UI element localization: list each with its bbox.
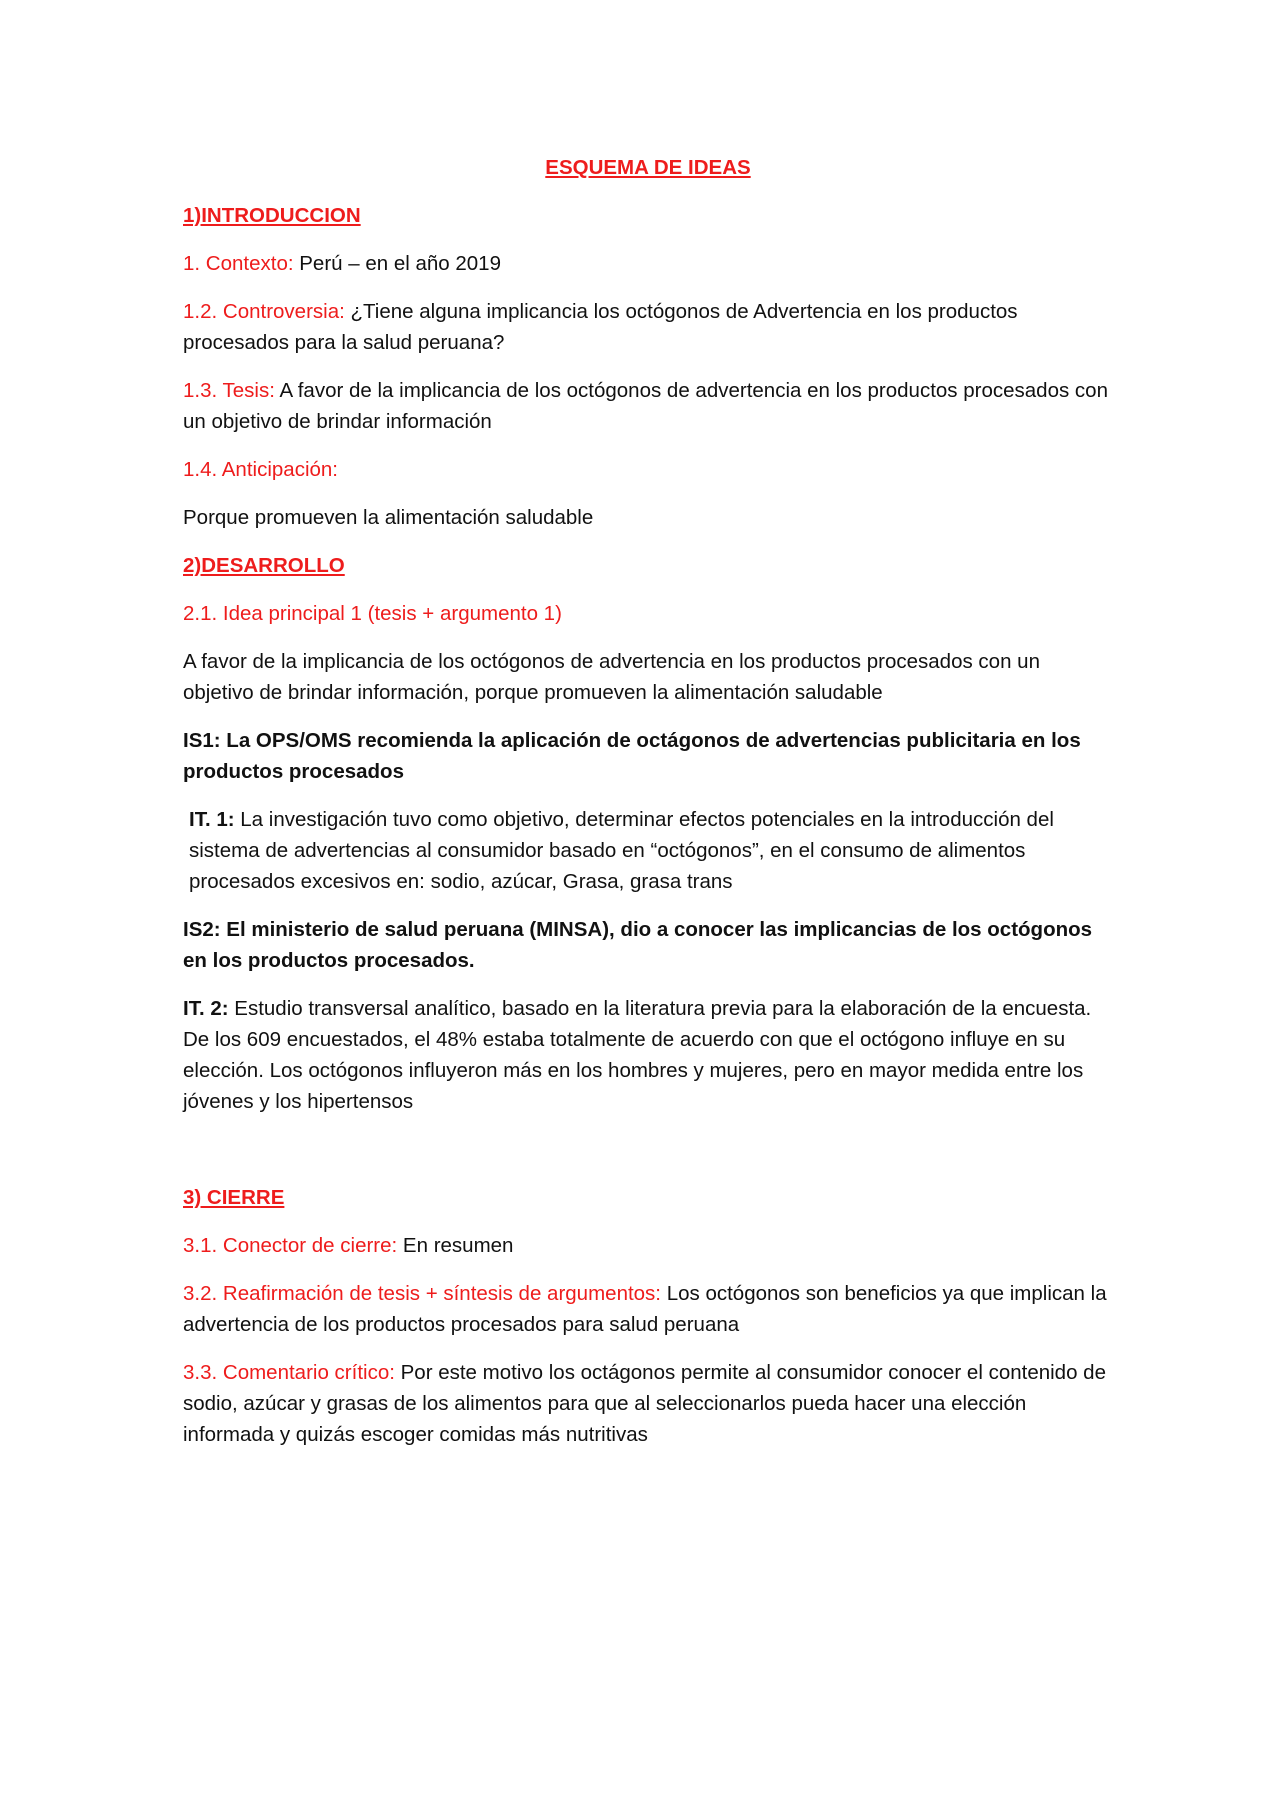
section-heading-cierre: 3) CIERRE bbox=[183, 1186, 285, 1209]
conector-label: 3.1. Conector de cierre: bbox=[183, 1234, 398, 1257]
controversia-label: 1.2. Controversia: bbox=[183, 300, 345, 323]
it2-paragraph bbox=[183, 993, 1113, 1117]
it2-text: Estudio transversal analítico, basado en la literatura previa para la elaboración de la encuesta. De los 609 encuestados, el 48% estaba totalmente de acuerdo con que el octógono influye en su elección. Los octógonos influyeron más en los hombres y mujeres, pero en mayor medida entre los jóvenes y los hipertensos bbox=[183, 997, 1092, 1113]
conector-paragraph bbox=[183, 1230, 1113, 1261]
contexto-paragraph bbox=[183, 248, 1113, 279]
it2-label: IT. 2: bbox=[183, 997, 229, 1020]
contexto-text: Perú – en el año 2019 bbox=[293, 252, 501, 275]
controversia-text: ¿Tiene alguna implicancia los octógonos de Advertencia en los productos procesados para la salud peruana? bbox=[183, 300, 1018, 354]
comentario-label: 3.3. Comentario crítico: bbox=[183, 1361, 395, 1384]
anticipacion-label: 1.4. Anticipación: bbox=[183, 458, 338, 481]
comentario-text: Por este motivo los octágonos permite al consumidor conocer el contenido de sodio, azúcar y grasas de los alimentos para que al seleccionarlos pueda hacer una elección informada y quizás escoger comidas más nutritivas bbox=[183, 1361, 1106, 1446]
idea-principal-text: A favor de la implicancia de los octógonos de advertencia en los productos procesados con un objetivo de brindar información, porque promueven la alimentación saludable bbox=[183, 650, 1040, 704]
reafirmacion-paragraph bbox=[183, 1278, 1113, 1340]
comentario-paragraph bbox=[183, 1357, 1113, 1450]
section-heading-desarrollo: 2)DESARROLLO bbox=[183, 554, 345, 577]
it1-label: IT. 1: bbox=[189, 808, 235, 831]
is1-paragraph: IS1: La OPS/OMS recomienda la aplicación de octágonos de advertencias publicitaria en los productos procesados bbox=[183, 729, 1081, 783]
anticipacion-text: Porque promueven la alimentación saludable bbox=[183, 506, 594, 529]
section-heading-introduccion: 1)INTRODUCCION bbox=[183, 204, 361, 227]
page-title: ESQUEMA DE IDEAS bbox=[545, 156, 751, 179]
tesis-text: A favor de la implicancia de los octógonos de advertencia en los productos procesados con un objetivo de brindar información bbox=[183, 379, 1108, 433]
reafirmacion-text: Los octógonos son beneficios ya que implican la advertencia de los productos procesados para salud peruana bbox=[183, 1282, 1107, 1336]
idea-principal-label: 2.1. Idea principal 1 (tesis + argumento 1) bbox=[183, 602, 562, 625]
is2-paragraph: IS2: El ministerio de salud peruana (MINSA), dio a conocer las implicancias de los octógonos en los productos procesados. bbox=[183, 918, 1093, 972]
controversia-paragraph bbox=[183, 296, 1113, 358]
it1-paragraph bbox=[183, 804, 1113, 897]
tesis-label: 1.3. Tesis: bbox=[183, 379, 275, 402]
it1-text: La investigación tuvo como objetivo, determinar efectos potenciales en la introducción del sistema de advertencias al consumidor basado en “octógonos”, en el consumo de alimentos procesados excesivos en: sodio, azúcar, Grasa, grasa trans bbox=[189, 808, 1054, 893]
document-content bbox=[183, 152, 1113, 1467]
tesis-paragraph bbox=[183, 375, 1113, 437]
section-spacer bbox=[183, 1134, 1113, 1182]
contexto-label: 1. Contexto: bbox=[183, 252, 294, 275]
conector-text: En resumen bbox=[397, 1234, 514, 1257]
reafirmacion-label: 3.2. Reafirmación de tesis + síntesis de argumentos: bbox=[183, 1282, 662, 1305]
